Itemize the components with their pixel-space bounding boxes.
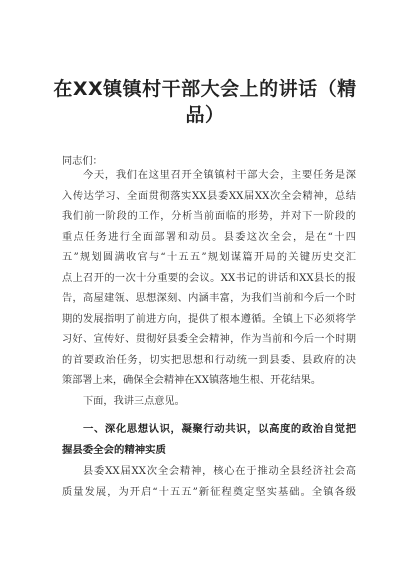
paragraph-2 [62,392,356,413]
paragraph-line: 五”规划圆满收官与“十五五”规划谋篇开局的关键历史交汇 [62,252,356,263]
greeting: 同志们： [62,156,103,167]
paragraph-line: 策部署上来，确保全会精神在XX镇落地生根、开花结果。 [62,375,322,386]
title-line-1: 在XX镇镇村干部大会上的讲话（精 [53,78,357,100]
paragraph-line: 质量发展，为开启“十五五”新征程奠定坚实基础。全镇各级 [62,486,356,498]
paragraph-line: 县委XX届XX次全会精神，核心在于推动全县经济社会高 [83,466,356,477]
paragraph-line: 我们前一阶段的工作，分析当前面临的形势，并对下一阶段的 [62,211,356,222]
paragraph-line: 入传达学习、全面贯彻落实XX县委XX届XX次全会精神，总结 [62,190,356,202]
paragraph-line: 的首要政治任务，切实把思想和行动统一到县委、县政府的决 [62,354,356,366]
paragraph-line: 习好、宣传好、贯彻好县委全会精神，作为当前和今后一个时期 [62,334,356,345]
paragraph-line: 今天，我们在这里召开全镇镇村干部大会，主要任务是深 [83,170,356,181]
paragraph-1 [62,166,356,392]
paragraph-line: 告，高屋建瓴、思想深刻、内涵丰富，为我们当前和今后一个时 [62,293,356,304]
paragraph-line: 下面，我讲三点意见。 [83,396,185,407]
heading-line: 握县委全会的精神实质 [62,443,166,456]
paragraph-line: 点上召开的一次十分重要的会议。XX书记的讲话和XX县长的报 [62,272,356,284]
document-title [40,76,370,128]
title-line-2: 品） [185,104,225,126]
heading-line: 一、深化思想认识，凝聚行动共识，以高度的政治自觉把 [83,423,356,435]
section-heading-1 [62,419,356,460]
paragraph-line: 重点任务进行全面部署和动员。县委这次全会，是在“十四 [62,231,356,243]
paragraph-line: 期的发展指明了前进方向，提供了根本遵循。全镇上下必须将学 [62,313,356,325]
paragraph-3 [62,462,356,503]
